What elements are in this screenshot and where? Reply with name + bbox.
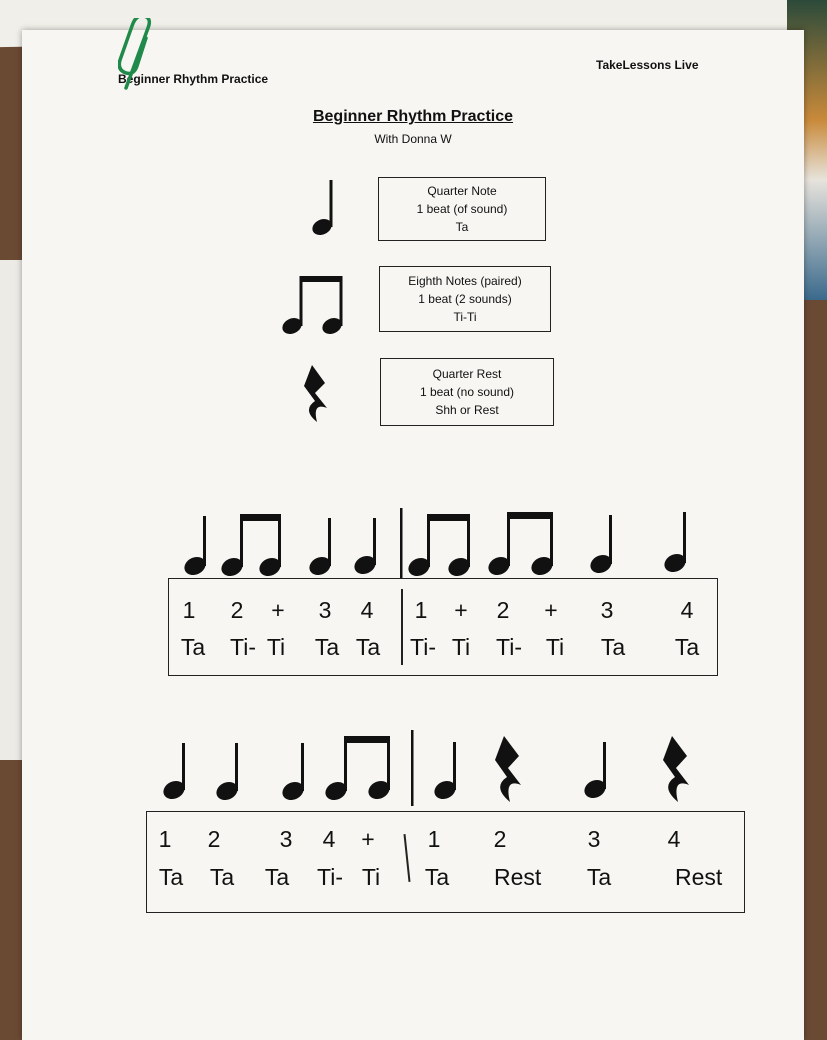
count: 1 bbox=[414, 597, 428, 623]
syllable: Rest bbox=[675, 864, 723, 890]
syllable: Ta bbox=[209, 864, 235, 890]
count: 3 bbox=[600, 597, 614, 623]
count: 1 bbox=[427, 826, 441, 852]
header-left: Beginner Rhythm Practice bbox=[118, 72, 269, 86]
page-title: Beginner Rhythm Practice bbox=[312, 108, 514, 125]
syllable: Ti bbox=[545, 634, 565, 660]
count: + bbox=[271, 597, 285, 623]
syllable: Rest bbox=[494, 864, 542, 890]
count: 4 bbox=[322, 826, 336, 852]
syllable: Ti- bbox=[317, 864, 343, 890]
count: + bbox=[454, 597, 468, 623]
count: 3 bbox=[279, 826, 293, 852]
count: 2 bbox=[496, 597, 510, 623]
count: 3 bbox=[318, 597, 332, 623]
legend-name: Eighth Notes (paired) bbox=[408, 274, 522, 288]
legend-beats: 1 beat (of sound) bbox=[416, 202, 508, 216]
syllable: Ti- bbox=[410, 634, 436, 660]
syllable: Ta bbox=[158, 864, 184, 890]
syllable: Ta bbox=[264, 864, 290, 890]
syllable: Ta bbox=[355, 634, 381, 660]
syllable: Ta bbox=[600, 634, 626, 660]
count: 2 bbox=[230, 597, 244, 623]
syllable: Ta bbox=[314, 634, 340, 660]
legend-name: Quarter Note bbox=[427, 184, 497, 198]
count: 2 bbox=[493, 826, 507, 852]
count: + bbox=[544, 597, 558, 623]
legend-name: Quarter Rest bbox=[432, 367, 502, 381]
count: 4 bbox=[360, 597, 374, 623]
syllable: Ti bbox=[266, 634, 286, 660]
legend-beats: 1 beat (no sound) bbox=[419, 385, 515, 399]
count: 3 bbox=[587, 826, 601, 852]
bar-line bbox=[403, 834, 410, 882]
syllable: Ti bbox=[361, 864, 381, 890]
legend-syllable: Shh or Rest bbox=[435, 403, 499, 417]
legend-beats: 1 beat (2 sounds) bbox=[418, 292, 512, 306]
syllable: Ta bbox=[424, 864, 450, 890]
count: + bbox=[361, 826, 375, 852]
legend-syllable: Ta bbox=[455, 220, 469, 234]
syllable: Ta bbox=[180, 634, 206, 660]
count: 1 bbox=[158, 826, 172, 852]
syllable: Ta bbox=[674, 634, 700, 660]
rhythm2-count-box bbox=[146, 811, 745, 913]
page-subtitle: With Donna W bbox=[374, 132, 452, 146]
count: 1 bbox=[182, 597, 196, 623]
syllable: Ti bbox=[451, 634, 471, 660]
legend-syllable: Ti-Ti bbox=[453, 310, 477, 324]
count: 2 bbox=[207, 826, 221, 852]
syllable: Ti- bbox=[496, 634, 522, 660]
syllable: Ti- bbox=[230, 634, 256, 660]
count: 4 bbox=[680, 597, 694, 623]
worksheet-page bbox=[22, 30, 804, 1040]
syllable: Ta bbox=[586, 864, 612, 890]
count: 4 bbox=[667, 826, 681, 852]
header-right: TakeLessons Live bbox=[596, 58, 699, 72]
paperclip-icon bbox=[118, 18, 158, 98]
